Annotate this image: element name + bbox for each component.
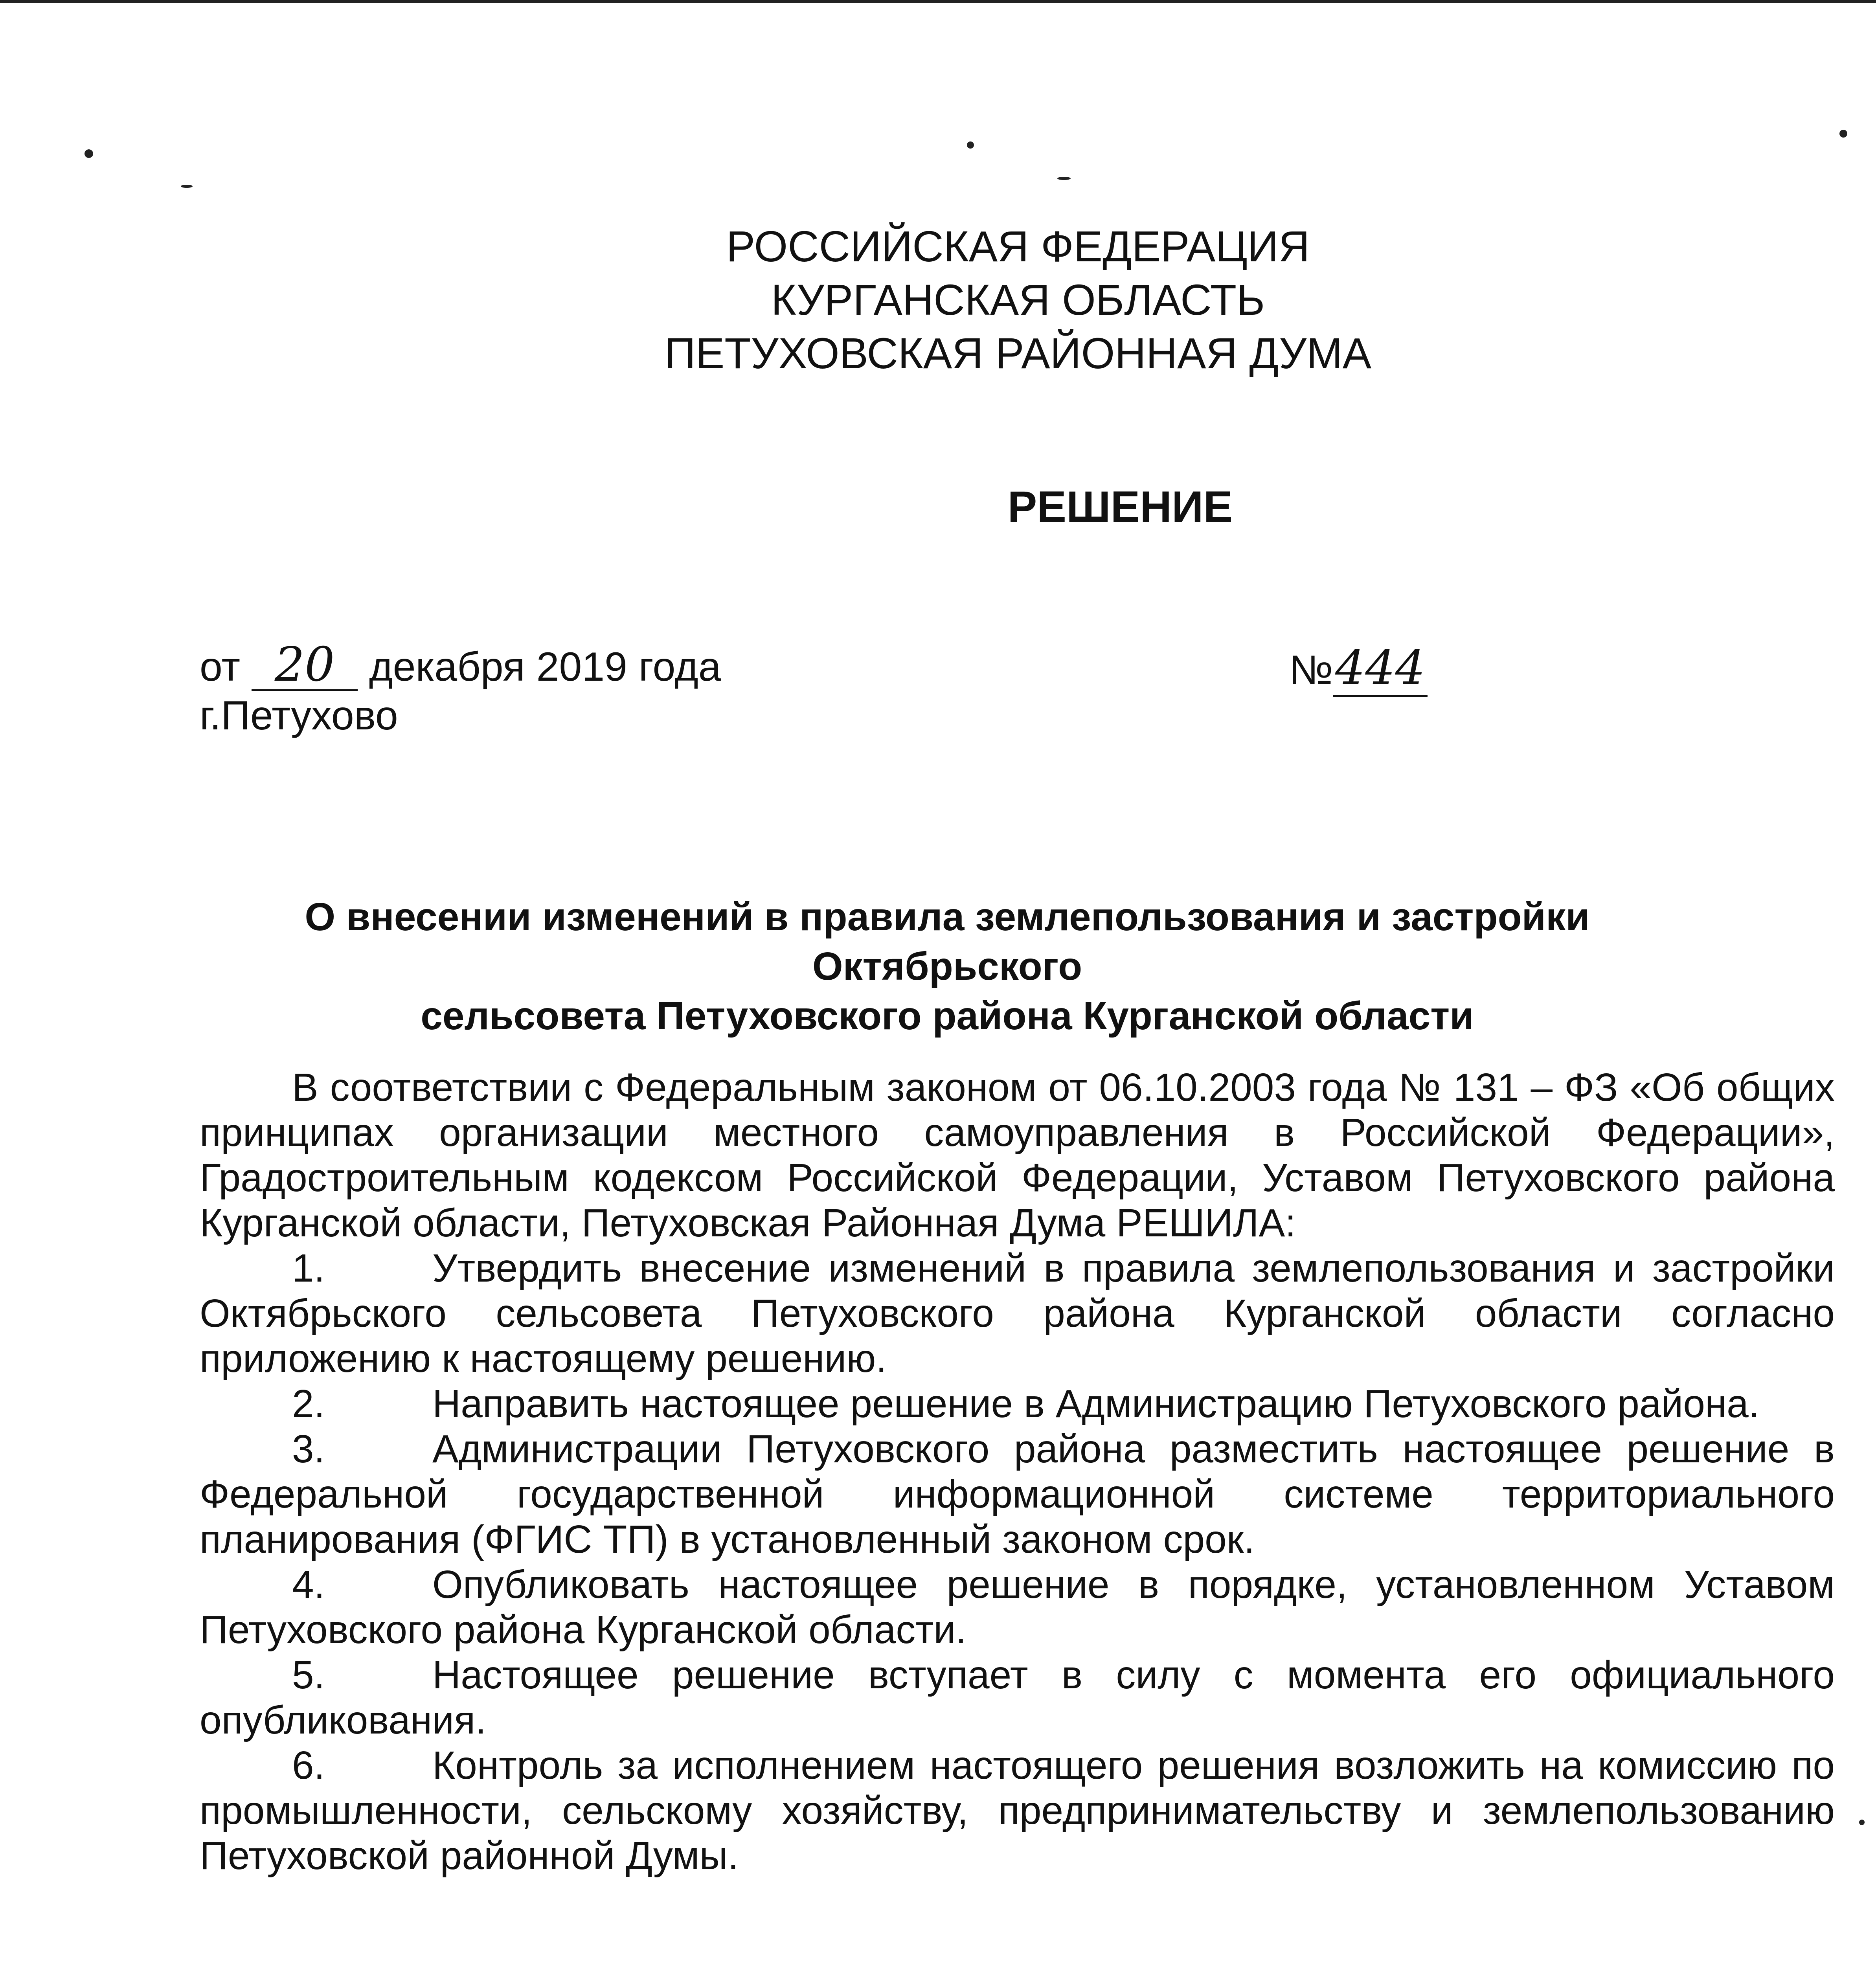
item-number: 2.	[292, 1382, 325, 1426]
number-prefix: №	[1289, 647, 1333, 693]
item-number: 6.	[292, 1743, 325, 1787]
date-month-year: декабря 2019 года	[369, 644, 721, 690]
top-border-line	[0, 0, 1876, 3]
list-item	[200, 1743, 1835, 1879]
item-text: Администрации Петуховского района разместить настоящее решение в Федеральной государственной информационной системе территориального планирования (ФГИС ТП) в установленный законом срок.	[200, 1427, 1835, 1561]
date-prefix: от	[200, 644, 241, 690]
scan-speck	[1839, 130, 1847, 138]
item-text: Опубликовать настоящее решение в порядке, установленном Уставом Петуховского района Курганской области.	[200, 1563, 1835, 1652]
item-text: Контроль за исполнением настоящего решения возложить на комиссию по промышленности, сельскому хозяйству, предпринимательству и землепользованию Петуховской районной Думы.	[200, 1743, 1835, 1878]
subject-line-1: О внесении изменений в правила землепользования и застройки Октябрьского	[305, 895, 1590, 988]
handwritten-document-number: 444	[1333, 641, 1428, 697]
item-text: Направить настоящее решение в Администрацию Петуховского района.	[432, 1382, 1760, 1426]
document-subject	[220, 892, 1674, 1041]
date-place-block	[200, 637, 721, 740]
header-country: РОССИЙСКАЯ ФЕДЕРАЦИЯ	[726, 222, 1310, 271]
item-number: 4.	[292, 1563, 325, 1607]
scan-speck	[1057, 177, 1071, 180]
scan-speck	[967, 141, 974, 149]
item-text: Утвердить внесение изменений в правила землепользования и застройки Октябрьского сельсовета Петуховского района Курганской области согласно приложению к настоящему решению.	[200, 1246, 1835, 1381]
item-number: 1.	[292, 1246, 325, 1290]
scan-speck	[85, 149, 93, 158]
subject-line-2: сельсовета Петуховского района Курганской области	[421, 994, 1474, 1038]
list-item	[200, 1562, 1835, 1653]
list-item	[200, 1427, 1835, 1562]
header-region: КУРГАНСКАЯ ОБЛАСТЬ	[771, 276, 1265, 324]
scan-speck	[181, 185, 193, 188]
list-item	[200, 1653, 1835, 1743]
document-place: г.Петухово	[200, 693, 398, 738]
document-header	[0, 220, 1876, 380]
preamble-paragraph: В соответствии с Федеральным законом от 06.10.2003 года № 131 – ФЗ «Об общих принципах организации местного самоуправления в Российской Федерации», Градостроительным кодексом Российской Федерации, Уставом Петуховского района Курганской области, Петуховская Районная Дума РЕШИЛА:	[200, 1065, 1835, 1245]
list-item	[200, 1381, 1835, 1427]
handwritten-date-day: 20	[252, 641, 358, 691]
header-authority: ПЕТУХОВСКАЯ РАЙОННАЯ ДУМА	[664, 329, 1372, 378]
document-title: РЕШЕНИЕ	[1007, 482, 1233, 531]
list-item	[200, 1246, 1835, 1381]
item-number: 3.	[292, 1427, 325, 1471]
item-text: Настоящее решение вступает в силу с момента его официального опубликования.	[200, 1653, 1835, 1742]
item-number: 5.	[292, 1653, 325, 1697]
scan-speck	[1859, 1820, 1865, 1825]
document-number-block	[1289, 641, 1428, 697]
document-body	[200, 1065, 1835, 1879]
